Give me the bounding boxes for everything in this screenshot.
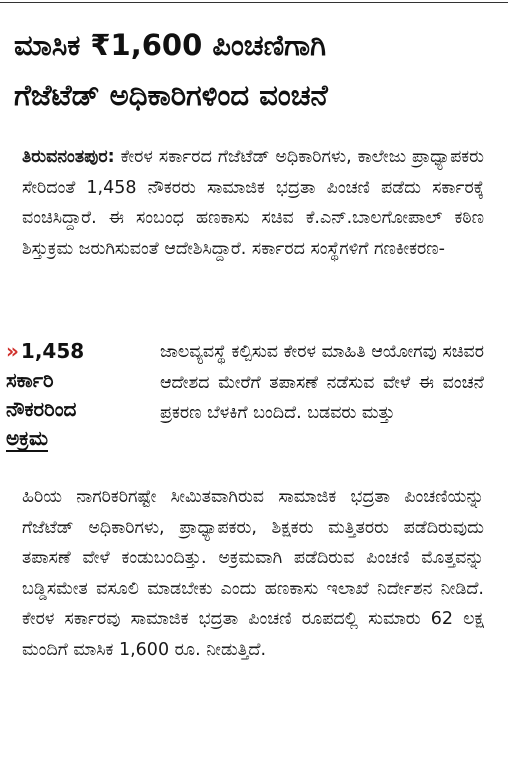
pullquote-line-3: ನೌಕರರಿಂದ <box>6 397 77 421</box>
pullquote-line-1: 1,458 <box>20 339 85 363</box>
headline-line-2: ಗೆಜೆಟೆಡ್ ಅಧಿಕಾರಿಗಳಿಂದ ವಂಚನೆ <box>14 78 328 112</box>
pullquote-section <box>0 337 508 482</box>
paragraph-1-text: ಕೇರಳ ಸರ್ಕಾರದ ಗೆಜೆಟೆಡ್ ಅಧಿಕಾರಿಗಳು, ಕಾಲೇಜು ಪ್ರಾಧ್ಯಾಪಕರು ಸೇರಿದಂತೆ 1,458 ನೌಕರರು ಸಾಮಾಜಿಕ ಭದ್ರತಾ ಪಿಂಚಣಿ ಪಡೆದು ಸರ್ಕಾರಕ್ಕೆ ವಂಚಿಸಿದ್ದಾರೆ. ಈ ಸಂಬಂಧ ಹಣಕಾಸು ಸಚಿವ ಕೆ.ಎನ್.ಬಾಲಗೋಪಾಲ್ ಕಠಿಣ ಶಿಸ್ತುಕ್ರಮ ಜರುಗಿಸುವಂತೆ ಆದೇಶಿಸಿದ್ದಾರೆ. ಸರ್ಕಾರದ ಸಂಸ್ಥೆಗಳಿಗೆ ಗಣಕೀಕರಣ- <box>22 147 484 259</box>
article-paragraph-3 <box>22 482 484 665</box>
pullquote <box>6 337 150 453</box>
pullquote-line-4: ಅಕ್ರಮ <box>6 426 49 450</box>
article-paragraph-2: ಜಾಲವ್ಯವಸ್ಥೆ ಕಲ್ಪಿಸುವ ಕೇರಳ ಮಾಹಿತಿ ಆಯೋಗವು ಸಚಿವರ ಆದೇಶದ ಮೇರೆಗೆ ತಪಾಸಣೆ ನಡೆಸುವ ವೇಳೆ ಈ ವಂಚನೆ ಪ್ರಕರಣ ಬೆಳಕಿಗೆ ಬಂದಿದೆ. ಬಡವರು ಮತ್ತು <box>160 342 484 423</box>
top-rule <box>0 2 508 3</box>
pullquote-line-2: ಸರ್ಕಾರಿ <box>6 368 54 392</box>
headline-line-1: ಮಾಸಿಕ ₹1,600 ಪಿಂಚಣಿಗಾಗಿ <box>14 28 326 62</box>
paragraph-3-text: ಹಿರಿಯ ನಾಗರಿಕರಿಗಷ್ಟೇ ಸೀಮಿತವಾಗಿರುವ ಸಾಮಾಜಿಕ ಭದ್ರತಾ ಪಿಂಚಣಿಯನ್ನು ಗೆಜೆಟೆಡ್ ಅಧಿಕಾರಿಗಳು, ಪ್ರಾಧ್ಯಾಪಕರು, ಶಿಕ್ಷಕರು ಮತ್ತಿತರರು ಪಡೆದಿರುವುದು ತಪಾಸಣೆ ವೇಳೆ ಕಂಡುಬಂದಿತ್ತು. ಅಕ್ರಮವಾಗಿ ಪಡೆದಿರುವ ಪಿಂಚಣಿ ಮೊತ್ತವನ್ನು ಬಡ್ಡಿಸಮೇತ ವಸೂಲಿ ಮಾಡಬೇಕು ಎಂದು ಹಣಕಾಸು ಇಲಾಖೆ ನಿರ್ದೇಶನ ನೀಡಿದೆ. ಕೇರಳ ಸರ್ಕಾರವು ಸಾಮಾಜಿಕ ಭದ್ರತಾ ಪಿಂಚಣಿ ರೂಪದಲ್ಲಿ ಸುಮಾರು 62 ಲಕ್ಷ ಮಂದಿಗೆ ಮಾಸಿಕ 1,600 ರೂ. ನೀಡುತ್ತಿದೆ. <box>22 487 484 660</box>
arrow-icon: » <box>6 339 19 363</box>
dateline: ತಿರುವನಂತಪುರ: <box>22 147 115 167</box>
article-paragraph-1 <box>22 142 484 264</box>
